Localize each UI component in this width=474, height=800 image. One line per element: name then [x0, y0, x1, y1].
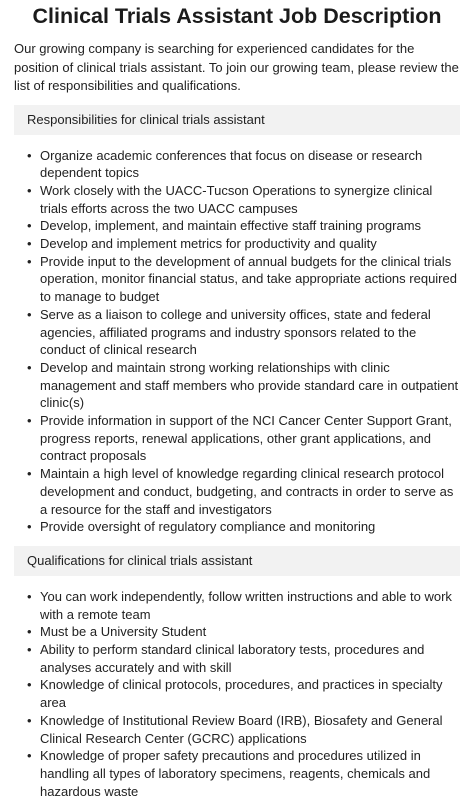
bullet-icon: • — [27, 466, 32, 482]
list-item-text: Develop and implement metrics for productivity and quality — [40, 236, 377, 252]
intro-paragraph: Our growing company is searching for experienced candidates for the position of clinical trials assistant. To join our growing team, please review the list of responsibilities and qualifications. — [14, 41, 459, 93]
bullet-icon: • — [27, 218, 32, 234]
list-item — [14, 182, 460, 217]
list-item-text: Develop and maintain strong working relationships with clinic management and staff members who provide standard care in outpatient clinic(s) — [40, 359, 459, 411]
bullet-icon: • — [27, 359, 32, 375]
page-title: Clinical Trials Assistant Job Description — [32, 4, 442, 28]
list-item — [14, 712, 460, 747]
responsibilities-heading: Responsibilities for clinical trials assistant — [14, 105, 460, 135]
list-item — [14, 217, 460, 235]
list-item-text: Provide information in support of the NCI Cancer Center Support Grant, progress reports, renewal applications, other grant applications, and contract proposals — [40, 413, 452, 464]
list-item — [14, 147, 460, 182]
list-item-text: Knowledge of Institutional Review Board (IRB), Biosafety and General Clinical Research Center (GCRC) applications — [40, 712, 443, 746]
list-item-text: Provide oversight of regulatory compliance and monitoring — [40, 519, 376, 535]
bullet-icon: • — [27, 236, 32, 252]
qualifications-heading: Qualifications for clinical trials assistant — [14, 546, 460, 576]
bullet-icon: • — [27, 519, 32, 535]
list-item — [14, 588, 460, 623]
bullet-icon: • — [27, 413, 32, 429]
bullet-icon: • — [27, 677, 32, 693]
responsibilities-list — [14, 147, 460, 536]
qualifications-list — [14, 588, 460, 800]
bullet-icon: • — [27, 306, 32, 322]
list-item-text: Ability to perform standard clinical laboratory tests, procedures and analyses accurately and with skill — [40, 642, 425, 675]
list-item-text: Knowledge of proper safety precautions and procedures utilized in handling all types of laboratory specimens, reagents, chemicals and hazardous waste — [40, 748, 431, 799]
list-item-text: Provide input to the development of annual budgets for the clinical trials operation, monitor financial status, and take appropriate actions required to manage to budget — [40, 253, 457, 305]
list-item-text: Maintain a high level of knowledge regarding clinical research protocol development and conduct, budgeting, and contracts in order to serve as a resource for the staff and investigators — [40, 466, 454, 517]
list-item — [14, 747, 460, 800]
list-item — [14, 306, 460, 359]
bullet-icon: • — [27, 712, 32, 728]
list-item — [14, 253, 460, 306]
list-item — [14, 623, 460, 641]
list-item — [14, 359, 460, 412]
list-item-text: Must be a University Student — [40, 624, 207, 640]
list-item — [14, 465, 460, 518]
bullet-icon: • — [27, 147, 32, 163]
bullet-icon: • — [27, 253, 32, 269]
list-item — [14, 235, 460, 253]
bullet-icon: • — [27, 182, 32, 198]
list-item-text: Work closely with the UACC-Tucson Operations to synergize clinical trials efforts across the two UACC campuses — [40, 182, 433, 216]
list-item-text: Knowledge of clinical protocols, procedures, and practices in specialty area — [40, 677, 443, 711]
bullet-icon: • — [27, 588, 32, 604]
list-item-text: You can work independently, follow written instructions and able to work with a remote team — [40, 588, 452, 622]
list-item-text: Serve as a liaison to college and university offices, state and federal agencies, affiliated programs and industry sponsors related to the conduct of clinical research — [40, 306, 431, 358]
list-item — [14, 676, 460, 711]
list-item — [14, 641, 460, 676]
bullet-icon: • — [27, 748, 32, 764]
bullet-icon: • — [27, 642, 32, 658]
list-item — [14, 518, 460, 536]
list-item-text: Organize academic conferences that focus on disease or research dependent topics — [40, 147, 423, 181]
list-item — [14, 412, 460, 465]
bullet-icon: • — [27, 624, 32, 640]
list-item-text: Develop, implement, and maintain effective staff training programs — [40, 218, 422, 234]
